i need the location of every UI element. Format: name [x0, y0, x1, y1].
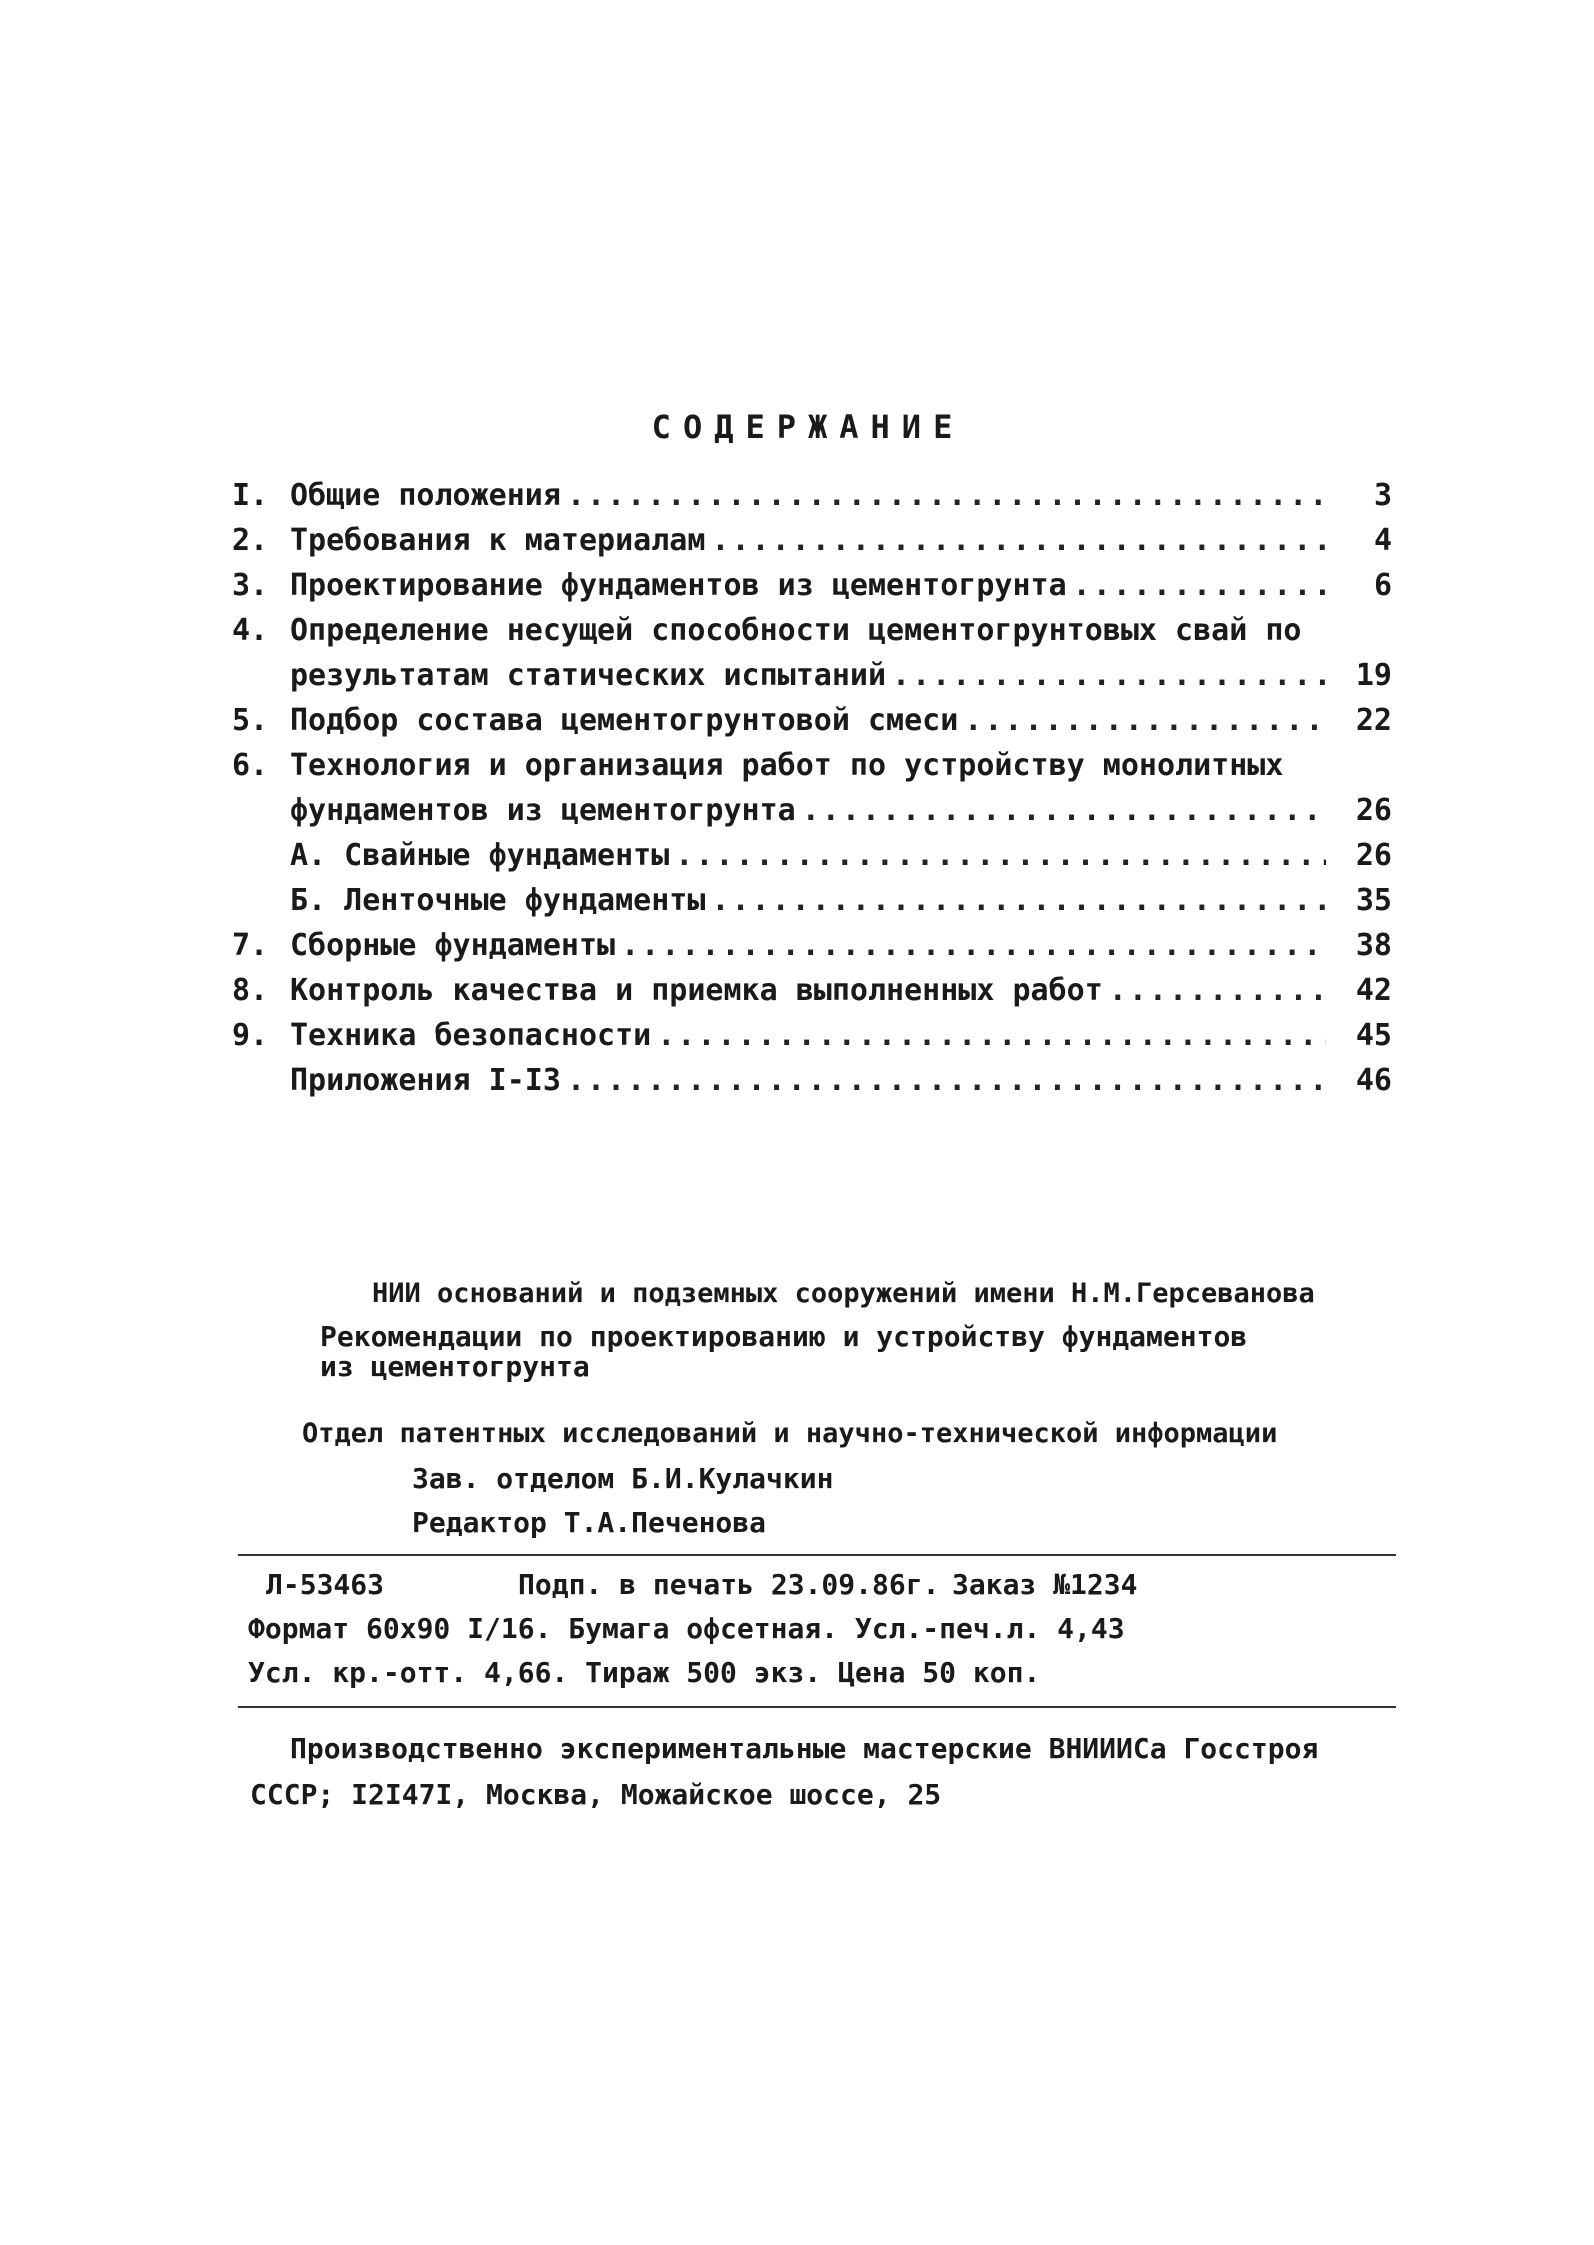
toc-entry-title: Подбор состава цементогрунтовой смеси — [290, 703, 959, 738]
toc-entry — [232, 928, 1392, 973]
toc-leader-dots — [802, 793, 1326, 828]
divider-bottom — [238, 1706, 1396, 1708]
toc-entry-page: 35 — [1355, 883, 1392, 918]
printer-line1: Производственно экспериментальные мастерские ВНИИИСа Госстроя — [290, 1732, 1319, 1765]
toc-entry-number: 3. — [232, 568, 269, 603]
publication-code: Л-53463 — [266, 1568, 385, 1601]
toc-entry — [232, 748, 1392, 793]
toc-entry — [232, 523, 1392, 568]
toc-leader-dots — [621, 928, 1326, 963]
toc-leader-dots — [1109, 973, 1326, 1008]
toc-entry-number: 9. — [232, 1018, 269, 1053]
toc-entry-number: 2. — [232, 523, 269, 558]
toc-entry-title: Сборные фундаменты — [290, 928, 616, 963]
toc-entry-page: 26 — [1355, 838, 1392, 873]
toc-entry-title: фундаментов из цементогрунта — [290, 793, 796, 828]
toc-leader-dots — [657, 1018, 1326, 1053]
toc-entry — [232, 883, 1392, 928]
department-name: Отдел патентных исследований и научно-технической информации — [302, 1418, 1278, 1449]
toc-entry — [232, 793, 1392, 838]
toc-entry — [232, 1018, 1392, 1063]
toc-entry-number: 6. — [232, 748, 269, 783]
toc-entry-page: 3 — [1373, 478, 1392, 513]
toc-entry-number: 4. — [232, 613, 269, 648]
publication-order: Заказ №1234 — [952, 1568, 1138, 1601]
toc-entry-page: 42 — [1355, 973, 1392, 1008]
publication-title-line2: из цементогрунта — [320, 1350, 590, 1383]
toc-entry-number: 5. — [232, 703, 269, 738]
divider-top — [238, 1554, 1396, 1556]
toc-entry — [232, 658, 1392, 703]
toc-entry-page: 45 — [1355, 1018, 1392, 1053]
toc-entry-number: I. — [232, 478, 269, 513]
toc-entry-title: Приложения I-I3 — [290, 1063, 561, 1098]
toc-entry — [232, 568, 1392, 613]
table-of-contents — [232, 478, 1392, 1108]
toc-leader-dots — [675, 838, 1326, 873]
toc-entry — [232, 613, 1392, 658]
toc-entry-number — [232, 883, 290, 918]
toc-leader-dots — [964, 703, 1326, 738]
toc-entry-title: Определение несущей способности цементогрунтовых свай по — [290, 613, 1302, 648]
toc-entry-page: 4 — [1373, 523, 1392, 558]
toc-entry-page: 26 — [1355, 793, 1392, 828]
toc-entry-number — [232, 658, 290, 693]
toc-leader-dots — [567, 1063, 1326, 1098]
toc-entry-number: 8. — [232, 973, 269, 1008]
toc-leader-dots — [1073, 568, 1326, 603]
toc-entry-number: 7. — [232, 928, 269, 963]
toc-entry-title: Требования к материалам — [290, 523, 706, 558]
publication-title-line1: Рекомендации по проектированию и устройству фундаментов — [320, 1320, 1248, 1353]
toc-entry — [232, 1063, 1392, 1108]
toc-entry-title: Контроль качества и приемка выполненных работ — [290, 973, 1103, 1008]
publication-format: Формат 60х90 I/16. Бумага офсетная. Усл.-печ.л. 4,43 — [248, 1612, 1125, 1645]
institute-name: НИИ оснований и подземных сооружений имени Н.М.Герсеванова — [372, 1278, 1315, 1309]
toc-entry-number — [232, 793, 290, 828]
contents-heading: СОДЕРЖАНИЕ — [651, 408, 965, 446]
editor-name: Редактор Т.А.Печенова — [412, 1506, 767, 1539]
toc-leader-dots — [711, 523, 1326, 558]
toc-entry-title: Б. Ленточные фундаменты — [290, 883, 706, 918]
publication-copies: Усл. кр.-отт. 4,66. Тираж 500 экз. Цена 50 коп. — [248, 1656, 1041, 1689]
toc-leader-dots — [892, 658, 1326, 693]
toc-entry-page: 6 — [1373, 568, 1392, 603]
department-head: Зав. отделом Б.И.Кулачкин — [412, 1462, 834, 1495]
toc-entry-title: Техника безопасности — [290, 1018, 652, 1053]
toc-entry-number — [232, 838, 290, 873]
toc-entry-title: результатам статических испытаний — [290, 658, 887, 693]
toc-leader-dots — [567, 478, 1326, 513]
toc-entry-title: Общие положения — [290, 478, 561, 513]
toc-entry-title: Проектирование фундаментов из цементогрунта — [290, 568, 1067, 603]
toc-leader-dots — [711, 883, 1326, 918]
toc-entry-number — [232, 1063, 290, 1098]
toc-entry-page: 22 — [1355, 703, 1392, 738]
toc-entry — [232, 478, 1392, 523]
toc-entry-title: А. Свайные фундаменты — [290, 838, 670, 873]
toc-entry — [232, 973, 1392, 1018]
toc-entry-page: 46 — [1355, 1063, 1392, 1098]
toc-entry-title: Технология и организация работ по устройству монолитных — [290, 748, 1284, 783]
toc-entry-page: 38 — [1355, 928, 1392, 963]
toc-entry-page: 19 — [1355, 658, 1392, 693]
toc-entry — [232, 838, 1392, 883]
toc-entry — [232, 703, 1392, 748]
printer-line2: СССР; I2I47I, Москва, Можайское шоссе, 25 — [250, 1778, 942, 1811]
publication-signed: Подп. в печать 23.09.86г. — [518, 1568, 940, 1601]
